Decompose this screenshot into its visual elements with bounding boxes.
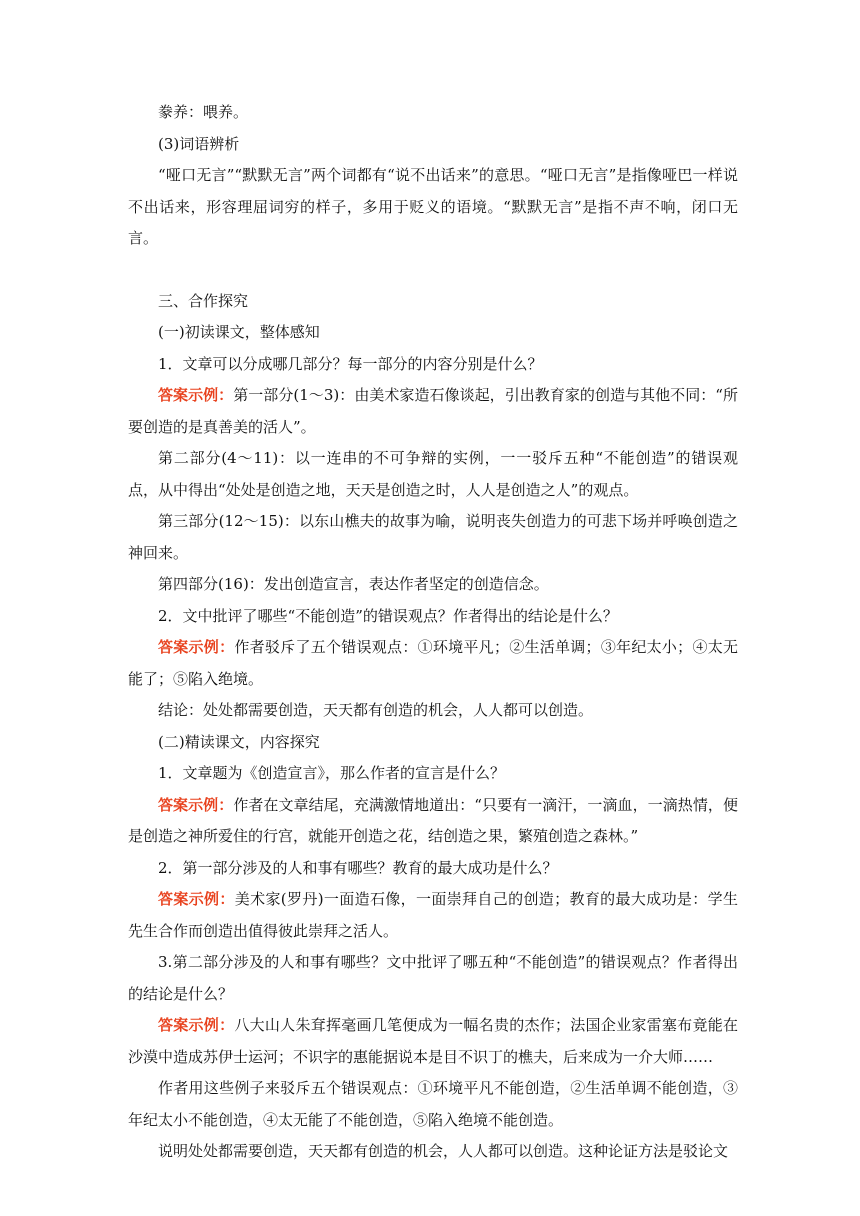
question: 2．第一部分涉及的人和事有哪些？教育的最大成功是什么？ xyxy=(158,858,558,877)
paragraph: 说明处处都需要创造，天天都有创造的机会，人人都可以创造。这种论证方法是驳论文 xyxy=(158,1142,729,1160)
answer-text: 美术家(罗丹)一面造石像，一面崇拜自己的创造；教育的最大成功是：学生先生合作而创造出值得彼此崇拜之活人。 xyxy=(128,890,738,940)
answer-text: 八大山人朱耷挥毫画几笔便成为一幅名贵的杰作；法国企业家雷塞布竟能在沙漠中造成苏伊士运河；不识字的惠能据说本是目不识丁的樵夫，后来成为一介大师…… xyxy=(128,1016,738,1066)
answer-label: 答案示例： xyxy=(158,386,234,404)
answer-text: 第一部分(1～3)：由美术家造石像谈起，引出教育家的创造与其他不同：“所要创造的是真善美的活人”。 xyxy=(128,386,738,436)
question: 1．文章题为《创造宣言》，那么作者的宣言是什么？ xyxy=(158,764,506,782)
section-heading: 三、合作探究 xyxy=(158,291,249,310)
paragraph: 结论：处处都需要创造，天天都有创造的机会，人人都可以创造。 xyxy=(158,701,594,719)
paragraph: 第二部分(4～11)：以一连串的不可争辩的实例，一一驳斥五种“不能创造”的错误观点，从中得出“处处是创造之地，天天是创造之时，人人是创造之人”的观点。 xyxy=(128,449,738,499)
answer-text: 作者驳斥了五个错误观点：①环境平凡；②生活单调；③年纪太小；④太无能了；⑤陷入绝境。 xyxy=(128,638,738,688)
answer xyxy=(128,632,738,695)
subheading: (一)初读课文，整体感知 xyxy=(158,323,320,341)
subheading: (二)精读课文，内容探究 xyxy=(158,732,320,751)
question: 2．文中批评了哪些“不能创造”的错误观点？作者得出的结论是什么？ xyxy=(158,606,618,625)
paragraph: 豢养：喂养。 xyxy=(158,103,249,121)
paragraph: 第四部分(16)：发出创造宣言，表达作者坚定的创造信念。 xyxy=(158,575,549,593)
spacer xyxy=(128,255,738,286)
answer xyxy=(128,884,738,947)
question: 1．文章可以分成哪几部分？每一部分的内容分别是什么？ xyxy=(158,354,543,373)
paragraph: “哑口无言”“默默无言”两个词都有“说不出话来”的意思。“哑口无言”是指像哑巴一样说不出话来，形容理屈词穷的样子，多用于贬义的语境。“默默无言”是指不声不响，闭口无言。 xyxy=(128,166,738,247)
paragraph: 作者用这些例子来驳斥五个错误观点：①环境平凡不能创造，②生活单调不能创造，③年纪太小不能创造，④太无能了不能创造，⑤陷入绝境不能创造。 xyxy=(128,1079,738,1129)
answer xyxy=(128,380,738,443)
answer-label: 答案示例： xyxy=(158,890,235,908)
answer-text: 作者在文章结尾，充满激情地道出：“只要有一滴汗，一滴血，一滴热情，便是创造之神所爱住的行宫，就能开创造之花，结创造之果，繁殖创造之森林。” xyxy=(128,795,738,845)
answer xyxy=(128,1010,738,1073)
subheading: (3)词语辨析 xyxy=(158,134,240,153)
answer-label: 答案示例： xyxy=(158,638,235,656)
paragraph: 第三部分(12～15)：以东山樵夫的故事为喻，说明丧失创造力的可悲下场并呼唤创造之神回来。 xyxy=(128,512,738,562)
answer xyxy=(128,790,738,853)
answer-label: 答案示例： xyxy=(158,1016,235,1034)
answer-label: 答案示例： xyxy=(158,795,234,814)
document-body xyxy=(128,97,738,1168)
question: 3.第二部分涉及的人和事有哪些？文中批评了哪五种“不能创造”的错误观点？作者得出的结论是什么？ xyxy=(128,953,738,1003)
